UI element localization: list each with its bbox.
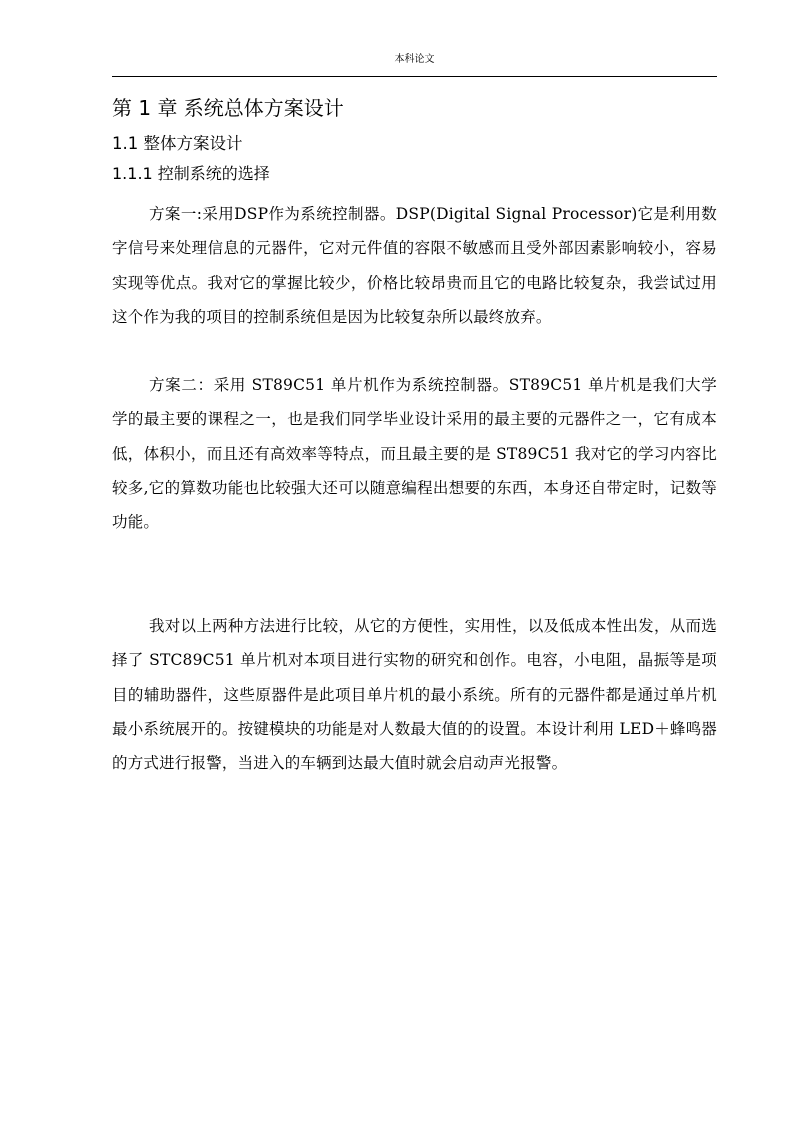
paragraph-comparison: 我对以上两种方法进行比较，从它的方便性，实用性，以及低成本性出发，从而选择了 STC89C51 单片机对本项目进行实物的研究和创作。电容，小电阻，晶振等是项目的辅助器件，这些原器件是此项目单片机的最小系统。所有的元器件都是通过单片机最小系统展开的。按键模块的功能是对人数最大值的的设置。本设计利用 LED＋蜂鸣器的方式进行报警，当进入的车辆到达最大值时就会启动声光报警。 (112, 617, 717, 773)
subsection-title: 1.1.1 控制系统的选择 (112, 164, 270, 183)
chapter-title: 第 1 章 系统总体方案设计 (112, 96, 344, 120)
paragraph-option-two: 方案二：采用 ST89C51 单片机作为系统控制器。ST89C51 单片机是我们大学学的最主要的课程之一，也是我们同学毕业设计采用的最主要的元器件之一，它有成本低，体积小，而且还有高效率等特点，而且最主要的是 ST89C51 我对它的学习内容比较多,它的算数功能也比较强大还可以随意编程出想要的东西，本身还自带定时，记数等功能。 (112, 376, 717, 532)
section-title: 1.1 整体方案设计 (112, 134, 243, 153)
paragraph-option-one: 方案一:采用DSP作为系统控制器。DSP(Digital Signal Processor)它是利用数字信号来处理信息的元器件，它对元件值的容限不敏感而且受外部因素影响较小，容易实现等优点。我对它的掌握比较少，价格比较昂贵而且它的电路比较复杂，我尝试过用这个作为我的项目的控制系统但是因为比较复杂所以最终放弃。 (112, 205, 717, 326)
page-header (112, 54, 717, 77)
header-title: 本科论文 (394, 54, 435, 65)
